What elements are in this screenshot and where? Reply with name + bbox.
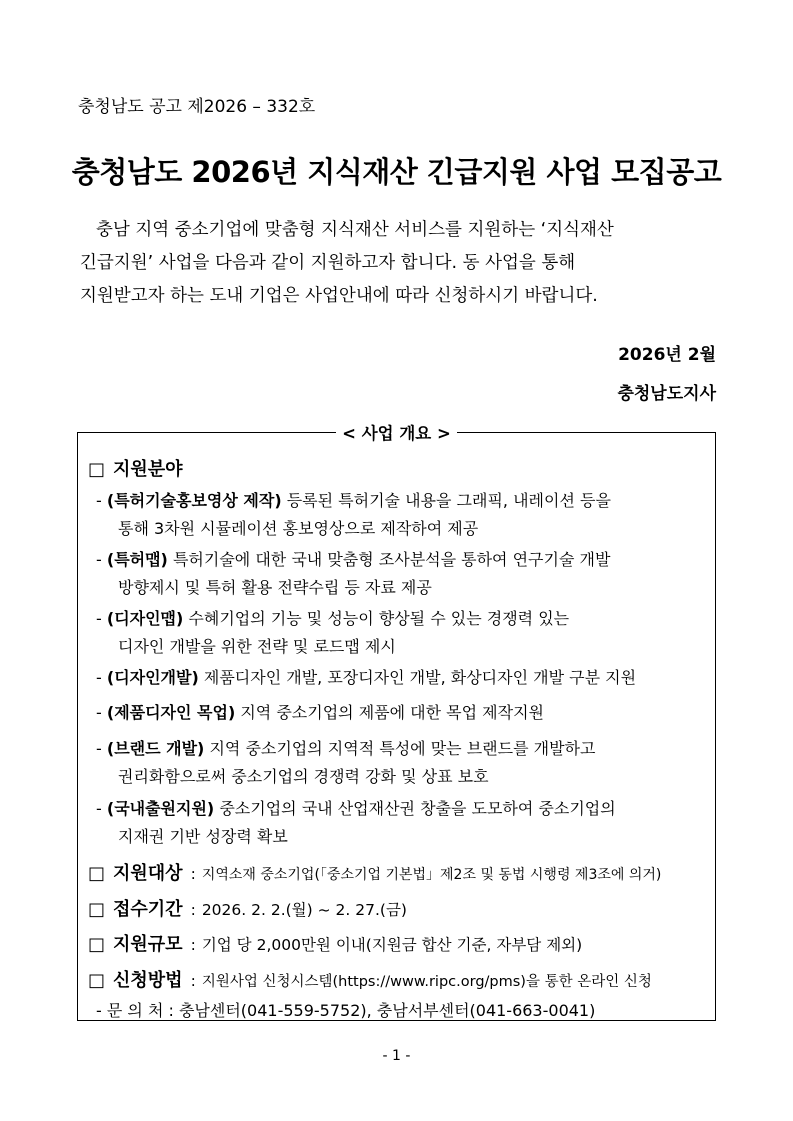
item-text: 중소기업의 국내 산업재산권 창출을 도모하여 중소기업의 — [214, 799, 616, 818]
item-text: 등록된 특허기술 내용을 그래픽, 내레이션 등을 — [281, 491, 611, 510]
intro-paragraph — [80, 214, 720, 313]
item-text: 권리화함으로써 중소기업의 경쟁력 강화 및 상표 보호 — [118, 767, 489, 786]
item-text: 통해 3차원 시뮬레이션 홍보영상으로 제작하여 제공 — [118, 519, 479, 538]
section-text: 지원사업 신청시스템(https://www.ripc.org/pms)을 통한 온라인 신청 — [201, 974, 652, 990]
dash: - — [96, 739, 102, 758]
item-text: 제품디자인 개발, 포장디자인 개발, 화상디자인 개발 구분 지원 — [198, 668, 637, 687]
section-heading: 지원대상 — [113, 863, 183, 884]
item-text: 디자인 개발을 위한 전략 및 로드맵 제시 — [118, 637, 396, 656]
dash: - — [96, 550, 102, 569]
section-text: 2026. 2. 2.(월) ~ 2. 27.(금) — [201, 901, 407, 919]
notice-date: 2026년 2월 — [618, 345, 716, 365]
intro-line: 긴급지원’ 사업을 다음과 같이 지원하고자 합니다. 동 사업을 통해 — [80, 253, 576, 273]
section-heading: 지원규모 — [113, 934, 183, 955]
box-title: < 사업 개요 > — [78, 420, 715, 444]
section-period: □ 접수기간 : 2026. 2. 2.(월) ~ 2. 27.(금) — [88, 899, 407, 920]
list-item — [96, 699, 714, 727]
checkbox-icon: □ — [88, 459, 106, 480]
checkbox-icon: □ — [88, 970, 106, 991]
item-name: (디자인맵) — [106, 609, 184, 628]
section-support-fields — [88, 455, 183, 481]
item-name: (특허기술홍보영상 제작) — [106, 491, 282, 510]
project-overview-box — [77, 424, 716, 1021]
dash: - — [96, 703, 102, 722]
item-name: (디자인개발) — [106, 668, 199, 687]
list-item — [96, 664, 714, 692]
section-heading: 지원분야 — [113, 459, 183, 480]
item-text: 수혜기업의 기능 및 성능이 향상될 수 있는 경쟁력 있는 — [183, 609, 570, 628]
section-scale: □ 지원규모 : 기업 당 2,000만원 이내(지원금 합산 기준, 자부담 제외) — [88, 934, 583, 955]
item-text: 지역 중소기업의 제품에 대한 목업 제작지원 — [235, 703, 544, 722]
notice-number: 충청남도 공고 제2026 – 332호 — [78, 97, 316, 117]
item-text: 지역 중소기업의 지역적 특성에 맞는 브랜드를 개발하고 — [204, 739, 596, 758]
section-heading: 접수기간 — [113, 899, 183, 920]
item-name: (브랜드 개발) — [106, 739, 205, 758]
section-method: □ 신청방법 : 지원사업 신청시스템(https://www.ripc.org/pms)을 통한 온라인 신청 — [88, 970, 652, 991]
section-text: 지역소재 중소기업(「중소기업 기본법」제2조 및 동법 시행령 제3조에 의거) — [201, 867, 662, 883]
checkbox-icon: □ — [88, 899, 106, 920]
checkbox-icon: □ — [88, 863, 106, 884]
section-heading: 신청방법 — [113, 970, 183, 991]
list-item — [96, 735, 714, 791]
item-name: (국내출원지원) — [106, 799, 215, 818]
section-text: 기업 당 2,000만원 이내(지원금 합산 기준, 자부담 제외) — [201, 936, 583, 954]
issuer-name: 충청남도지사 — [617, 384, 716, 404]
list-item — [96, 605, 714, 661]
dash: - — [96, 799, 102, 818]
item-text: 특허기술에 대한 국내 맞춤형 조사분석을 통하여 연구기술 개발 — [167, 550, 611, 569]
page-number: - 1 - — [382, 1048, 411, 1064]
dash: - — [96, 491, 102, 510]
item-name: (제품디자인 목업) — [106, 703, 236, 722]
list-item — [96, 795, 714, 851]
intro-line: 지원받고자 하는 도내 기업은 사업안내에 따라 신청하시기 바랍니다. — [80, 286, 598, 306]
dash: - — [96, 609, 102, 628]
contact-info: - 문 의 처 : 충남센터(041-559-5752), 충남서부센터(041-663-0041) — [96, 1001, 596, 1020]
intro-line: 충남 지역 중소기업에 맞춤형 지식재산 서비스를 지원하는 ‘지식재산 — [96, 220, 614, 240]
document-title: 충청남도 2026년 지식재산 긴급지원 사업 모집공고 — [71, 155, 722, 189]
checkbox-icon: □ — [88, 934, 106, 955]
section-target: □ 지원대상 : 지역소재 중소기업(「중소기업 기본법」제2조 및 동법 시행령 제3조에 의거) — [88, 863, 662, 884]
list-item — [96, 546, 714, 602]
dash: - — [96, 668, 102, 687]
item-text: 방향제시 및 특허 활용 전략수립 등 자료 제공 — [118, 578, 432, 597]
item-text: 지재권 기반 성장력 확보 — [118, 827, 288, 846]
item-name: (특허맵) — [106, 550, 168, 569]
list-item — [96, 487, 714, 543]
